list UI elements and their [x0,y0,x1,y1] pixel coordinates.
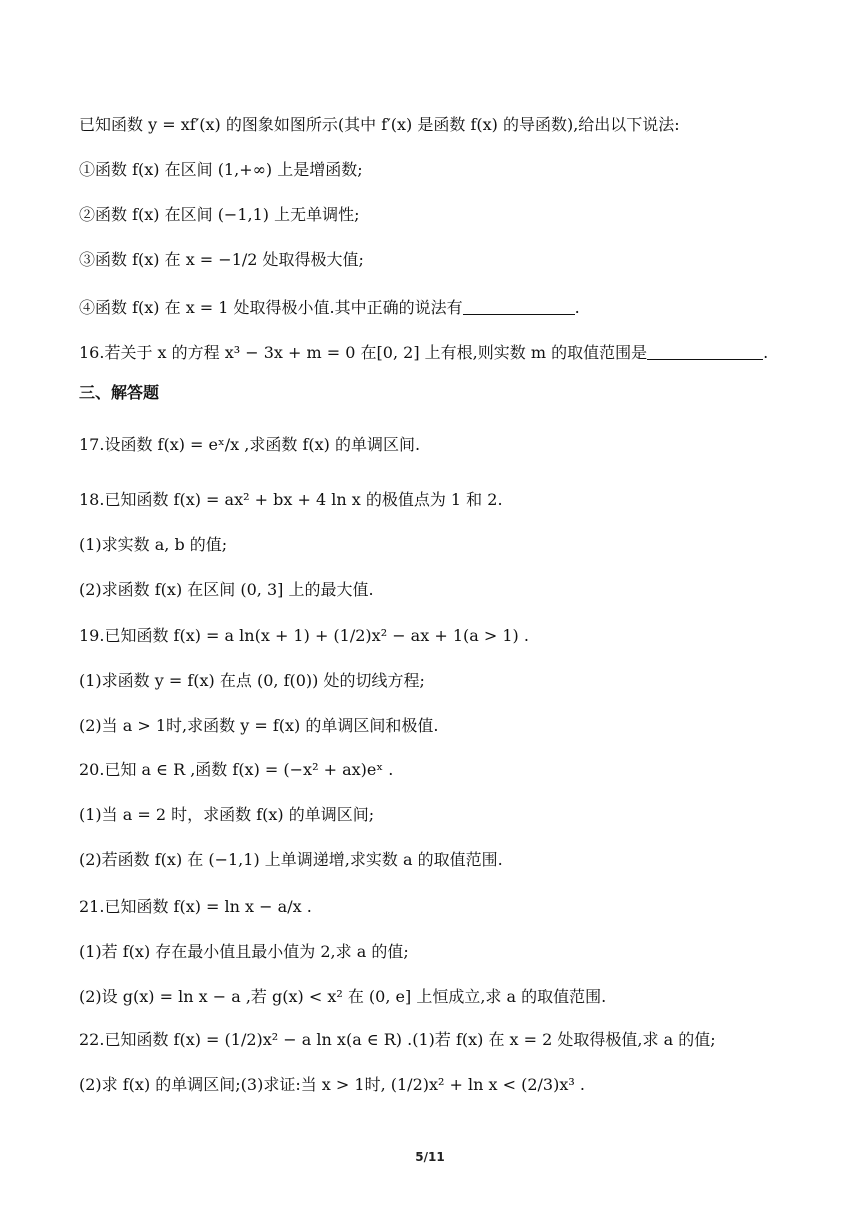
question-19-part-2: (2)当 a > 1时,求函数 y = f(x) 的单调区间和极值. [79,716,439,735]
question-22-part-2-3: (2)求 f(x) 的单调区间;(3)求证:当 x > 1时, (1/2)x² + ln x < (2/3)x³ . [79,1075,585,1094]
question-18-part-1: (1)求实数 a, b 的值; [79,535,228,554]
question-19: 19.已知函数 f(x) = a ln(x + 1) + (1/2)x² − ax + 1(a > 1) . [79,626,529,645]
section-heading: 三、解答题 [79,383,160,402]
statement-4-text: ④函数 f(x) 在 x = 1 处取得极小值.其中正确的说法有 [79,298,463,317]
question-19-part-1: (1)求函数 y = f(x) 在点 (0, f(0)) 处的切线方程; [79,671,425,690]
question-20-part-2: (2)若函数 f(x) 在 (−1,1) 上单调递增,求实数 a 的取值范围. [79,850,503,869]
statement-1: ①函数 f(x) 在区间 (1,+∞) 上是增函数; [79,160,363,179]
question-21: 21.已知函数 f(x) = ln x − a/x . [79,897,312,916]
question-21-part-2: (2)设 g(x) = ln x − a ,若 g(x) < x² 在 (0, e] 上恒成立,求 a 的取值范围. [79,987,607,1006]
question-16 [79,341,800,365]
statement-3: ③函数 f(x) 在 x = −1/2 处取得极大值; [79,250,364,269]
question-16-text: 16.若关于 x 的方程 x³ − 3x + m = 0 在[0, 2] 上有根,则实数 m 的取值范围是 [79,343,648,362]
answer-blank-16[interactable] [647,343,763,360]
question-17: 17.设函数 f(x) = eˣ/x ,求函数 f(x) 的单调区间. [79,435,421,454]
question-16-end: . [763,343,769,362]
statement-2: ②函数 f(x) 在区间 (−1,1) 上无单调性; [79,205,360,224]
question-21-part-1: (1)若 f(x) 存在最小值且最小值为 2,求 a 的值; [79,942,409,961]
page-number: 5/11 [415,1150,445,1164]
statement-4 [79,296,800,320]
question-20: 20.已知 a ∈ R ,函数 f(x) = (−x² + ax)eˣ . [79,760,394,779]
question-18-part-2: (2)求函数 f(x) 在区间 (0, 3] 上的最大值. [79,580,374,599]
question-20-part-1: (1)当 a = 2 时，求函数 f(x) 的单调区间; [79,805,375,824]
question-18: 18.已知函数 f(x) = ax² + bx + 4 ln x 的极值点为 1 和 2. [79,490,503,509]
problem-intro: 已知函数 y = xf′(x) 的图象如图所示(其中 f′(x) 是函数 f(x) 的导函数),给出以下说法: [79,115,680,134]
answer-blank-15[interactable] [463,298,575,315]
question-22: 22.已知函数 f(x) = (1/2)x² − a ln x(a ∈ R) .(1)若 f(x) 在 x = 2 处取得极值,求 a 的值; [79,1030,716,1049]
statement-4-end: . [574,298,580,317]
